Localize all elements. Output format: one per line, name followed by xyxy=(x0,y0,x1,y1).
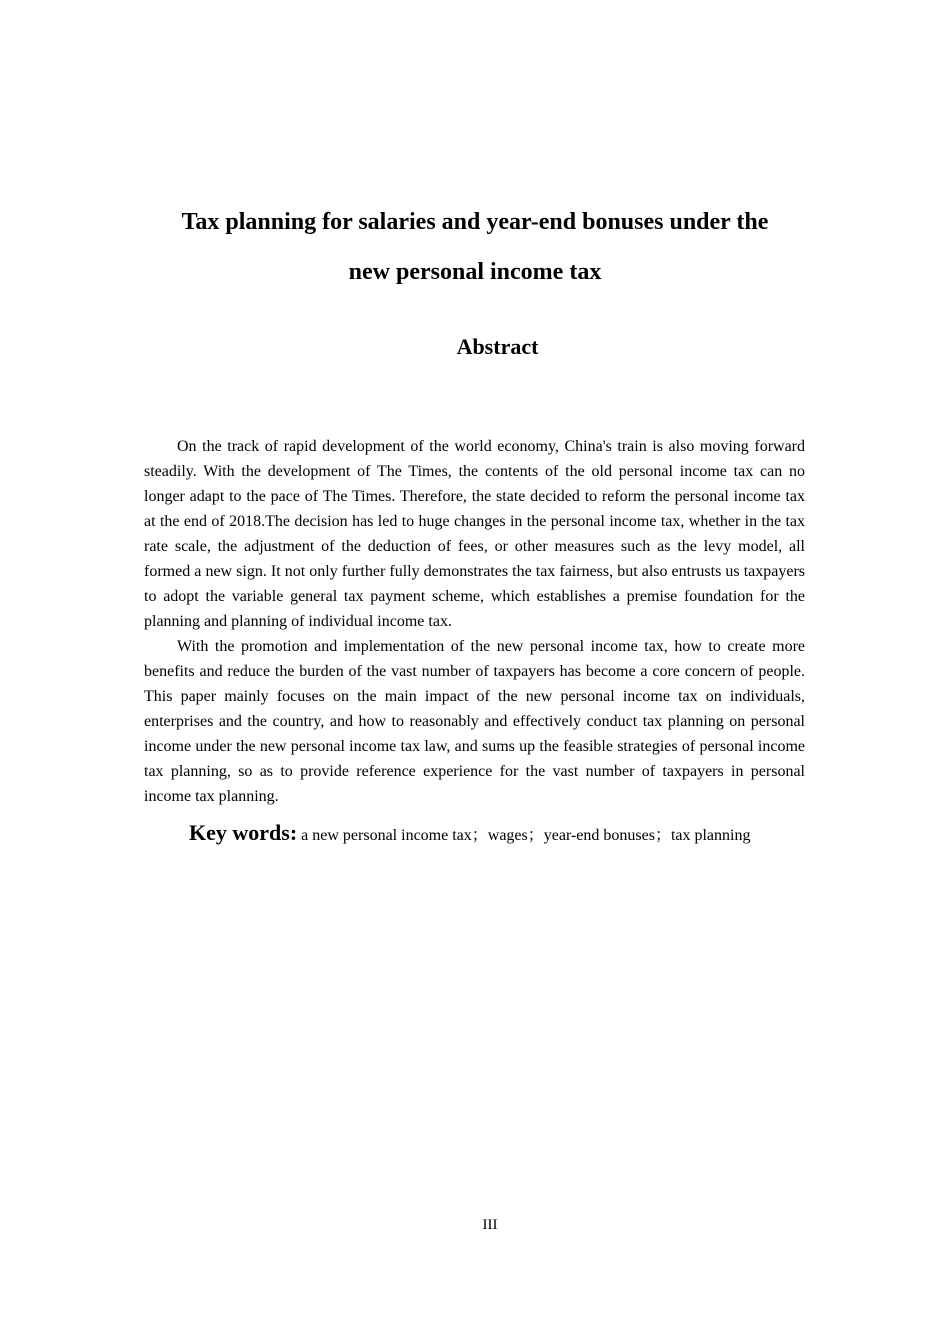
title-line-2: new personal income tax xyxy=(348,259,602,285)
page-number: III xyxy=(482,1217,498,1233)
abstract-heading: Abstract xyxy=(456,334,539,359)
abstract-paragraph-1: On the track of rapid development of the world economy, China's train is also moving forward steadily. With the development of The Times, the contents of the old personal income tax can no longer adapt to the pace of The Times. Therefore, the state decided to reform the personal income tax at the end of 2018.The decision has led to huge changes in the personal income tax, whether in the tax rate scale, the adjustment of the deduction of fees, or other measures such as the levy model, all formed a new sign. It not only further fully demonstrates the tax fairness, but also entrusts us taxpayers to adopt the variable general tax payment scheme, which establishes a premise foundation for the planning and planning of individual income tax. xyxy=(144,438,805,630)
keywords xyxy=(189,818,829,851)
abstract-paragraph-2: With the promotion and implementation of the new personal income tax, how to create more benefits and reduce the burden of the vast number of taxpayers has become a core concern of people. This paper mainly focuses on the main impact of the new personal income tax on individuals, enterprises and the country, and how to reasonably and effectively conduct tax planning on personal income under the new personal income tax law, and sums up the feasible strategies of personal income tax planning, so as to provide reference experience for the vast number of taxpayers in personal income tax planning. xyxy=(144,638,805,805)
keywords-label: Key words: xyxy=(189,820,298,845)
title-line-1: Tax planning for salaries and year-end bonuses under the xyxy=(181,209,769,235)
keywords-text: a new personal income tax；wages；year-end bonuses；tax planning xyxy=(301,827,751,844)
abstract-body xyxy=(144,434,805,809)
